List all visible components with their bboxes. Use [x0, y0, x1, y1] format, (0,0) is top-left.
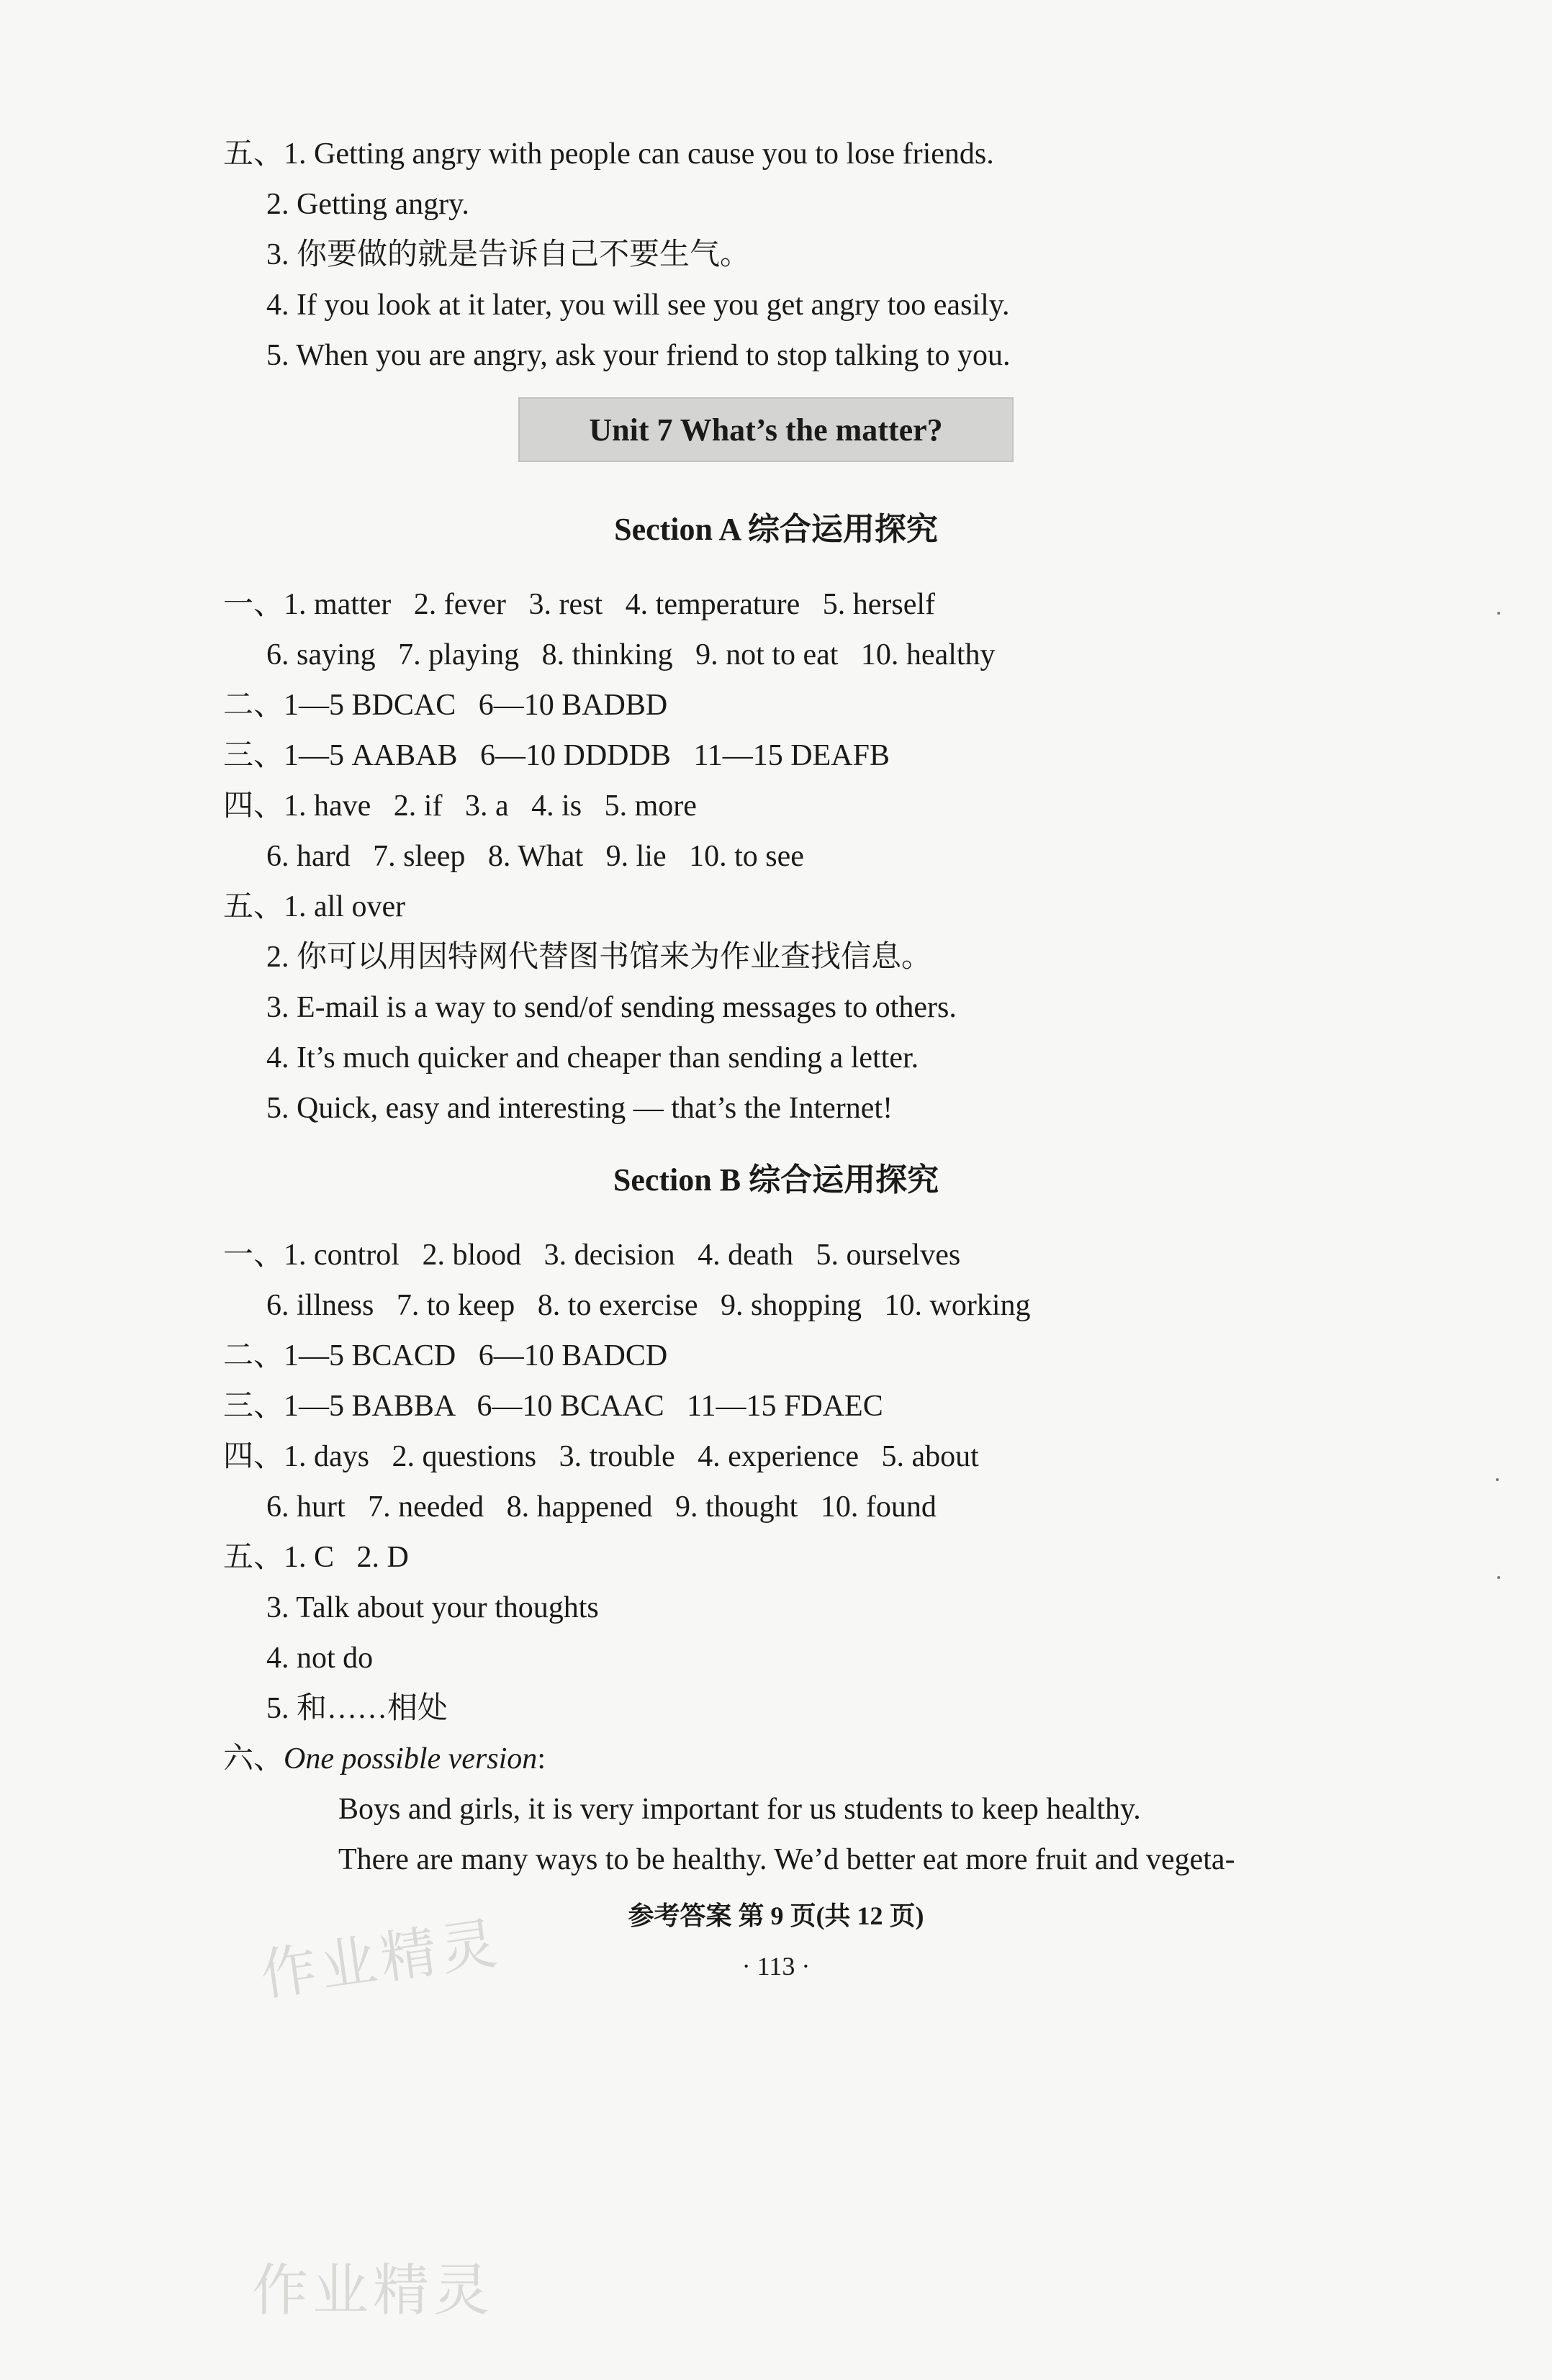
scan-speck [1496, 1478, 1499, 1481]
section-a-line-6: 6. hard 7. sleep 8. What 9. lie 10. to see [266, 840, 804, 873]
page-number: · 113 · [741, 1952, 811, 1981]
section-a-line-3: 二、1—5 BDCAC 6—10 BADBD [223, 689, 668, 722]
footer-label: 参考答案 第 9 页(共 12 页) [628, 1901, 924, 1930]
top-answer-line-2: 2. Getting angry. [266, 188, 469, 221]
scan-speck [1497, 612, 1500, 615]
section-b-line-11-prefix: 六、 [223, 1742, 284, 1775]
section-b-line-11 [223, 1739, 546, 1779]
section-a-line-8: 2. 你可以用因特网代替图书馆来为作业查找信息。 [266, 941, 932, 974]
section-b-line-8: 3. Talk about your thoughts [266, 1591, 599, 1624]
watermark-2: 作业精灵 [252, 2258, 495, 2323]
section-b-line-11-italic: One possible version [284, 1742, 538, 1775]
section-a-line-10: 4. It’s much quicker and cheaper than sending a letter. [266, 1041, 919, 1074]
scan-speck [1497, 1576, 1500, 1579]
section-b-line-6: 6. hurt 7. needed 8. happened 9. thought 10. found [266, 1490, 937, 1524]
section-a-line-1: 一、1. matter 2. fever 3. rest 4. temperature 5. herself [223, 588, 935, 621]
section-b-line-5: 四、1. days 2. questions 3. trouble 4. experience 5. about [223, 1440, 979, 1473]
watermark-1: 作业精灵 [256, 1910, 505, 2009]
section-a-line-11: 5. Quick, easy and interesting — that’s the Internet! [266, 1092, 893, 1125]
top-answer-line-1: 五、1. Getting angry with people can cause you to lose friends. [223, 137, 994, 171]
section-a-line-2: 6. saying 7. playing 8. thinking 9. not to eat 10. healthy [266, 638, 996, 671]
section-b-line-1: 一、1. control 2. blood 3. decision 4. death 5. ourselves [223, 1239, 961, 1272]
section-a-line-9: 3. E-mail is a way to send/of sending messages to others. [266, 991, 957, 1024]
section-a-line-4: 三、1—5 AABAB 6—10 DDDDB 11—15 DEAFB [223, 739, 890, 772]
section-a-title: Section A 综合运用探究 [614, 512, 938, 547]
section-b-line-4: 三、1—5 BABBA 6—10 BCAAC 11—15 FDAEC [223, 1390, 883, 1423]
top-answer-line-4: 4. If you look at it later, you will see you get angry too easily. [266, 289, 1010, 322]
section-b-line-10: 5. 和……相处 [266, 1692, 448, 1725]
section-b-line-11-suffix: : [537, 1742, 546, 1775]
section-b-title: Section B 综合运用探究 [613, 1162, 939, 1198]
top-answer-line-5: 5. When you are angry, ask your friend to stop talking to you. [266, 339, 1011, 372]
section-b-line-12: Boys and girls, it is very important for us students to keep healthy. [338, 1793, 1141, 1826]
section-b-line-2: 6. illness 7. to keep 8. to exercise 9. shopping 10. working [266, 1289, 1031, 1322]
unit-title: Unit 7 What’s the matter? [589, 412, 943, 448]
top-answer-line-3: 3. 你要做的就是告诉自己不要生气。 [266, 238, 751, 271]
section-b-line-9: 4. not do [266, 1642, 374, 1675]
section-b-line-3: 二、1—5 BCACD 6—10 BADCD [223, 1339, 668, 1372]
section-b-line-7: 五、1. C 2. D [223, 1541, 409, 1574]
section-a-line-7: 五、1. all over [223, 890, 406, 923]
section-b-line-13: There are many ways to be healthy. We’d better eat more fruit and vegeta- [338, 1843, 1235, 1876]
unit-title-box [518, 397, 1014, 462]
section-a-line-5: 四、1. have 2. if 3. a 4. is 5. more [223, 789, 697, 823]
